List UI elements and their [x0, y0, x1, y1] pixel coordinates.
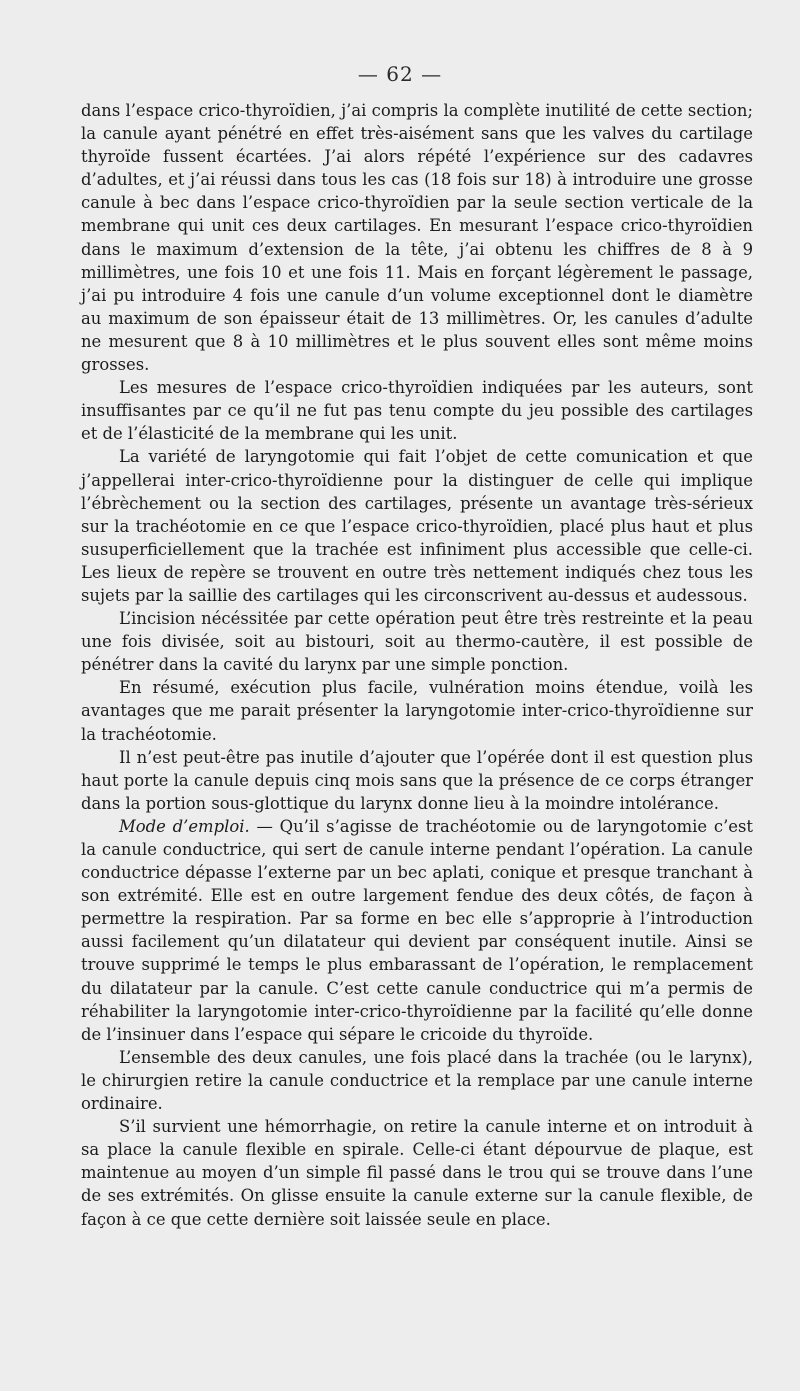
paragraph-7 — [81, 815, 753, 1046]
paragraph-5: En résumé, exécution plus facile, vulnération moins étendue, voilà les avantages que me parait présenter la laryngotomie inter-crico-thyroïdienne sur la trachéotomie. — [81, 678, 753, 744]
paragraph-2: Les mesures de l’espace crico-thyroïdien indiquées par les auteurs, sont insuffisantes par ce qu’il ne fut pas tenu compte du jeu possible des cartilages et de l’élasticité de la membrane qui les unit. — [81, 378, 753, 444]
page-body — [81, 99, 753, 1231]
section-label-mode-emploi: Mode d’emploi. — [119, 816, 250, 836]
paragraph-4: L’incision nécéssitée par cette opération peut être très restreinte et la peau une fois divisée, soit au bistouri, soit au thermo-cautère, il est possible de pénétrer dans la cavité du larynx par une simple ponction. — [81, 609, 753, 675]
paragraph-7-text: — Qu’il s’agisse de trachéotomie ou de laryngotomie c’est la canule conductrice, qui sert de canule interne pendant l’opération. La canule conductrice dépasse l’externe par un bec aplati, conique et presque tranchant à son extrémité. Elle est en outre largement fendue des deux côtés, de façon à permettre la respiration. Par sa forme en bec elle s’approprie à l’introduction aussi facilement qu’un dilatateur qui devient par conséquent inutile. Ainsi se trouve supprimé le temps le plus embarassant de l’opération, le remplacement du dilatateur par la canule. C’est cette canule conductrice qui m’a permis de réhabiliter la laryngotomie inter-crico-thyroïdienne par la facilité qu’elle donne de l’insinuer dans l’espace qui sépare le cricoide du thyroïde. — [81, 816, 753, 1044]
paragraph-1: dans l’espace crico-thyroïdien, j’ai compris la complète inutilité de cette section; la canule ayant pénétré en effet très-aisément sans que les valves du cartilage thyroïde fussent écartées. J’ai alors répété l’expérience sur des cadavres d’adultes, et j’ai réussi dans tous les cas (18 fois sur 18) à introduire une grosse canule à bec dans l’espace crico-thyroïdien par la seule section verticale de la membrane qui unit ces deux cartilages. En mesurant l’espace crico-thyroïdien dans le maximum d’extension de la tête, j’ai obtenu les chiffres de 8 à 9 millimètres, une fois 10 et une fois 11. Mais en forçant légèrement le passage, j’ai pu introduire 4 fois une canule d’un volume exceptionnel dont le diamètre au maximum de son épaisseur était de 13 millimètres. Or, les canules d’adulte ne mesurent que 8 à 10 millimètres et le plus souvent elles sont même moins grosses. — [81, 101, 753, 375]
paragraph-6: Il n’est peut-être pas inutile d’ajouter que l’opérée dont il est question plus haut porte la canule depuis cinq mois sans que la présence de ce corps étranger dans la portion sous-glottique du larynx donne lieu à la moindre intolérance. — [81, 747, 753, 813]
paragraph-9: S’il survient une hémorrhagie, on retire la canule interne et on introduit à sa place la canule flexible en spirale. Celle-ci étant dépourvue de plaque, est maintenue au moyen d’un simple fil passé dans le trou qui se trouve dans l’une de ses extrémités. On glisse ensuite la canule externe sur la canule flexible, de façon à ce que cette dernière soit laissée seule en place. — [81, 1117, 753, 1229]
paragraph-8: L’ensemble des deux canules, une fois placé dans la trachée (ou le larynx), le chirurgien retire la canule conductrice et la remplace par une canule interne ordinaire. — [81, 1047, 753, 1114]
paragraph-3: La variété de laryngotomie qui fait l’objet de cette comunication et que j’appellerai inter-crico-thyroïdienne pour la distinguer de celle qui implique l’ébrèchement ou la section des cartilages, présente un avantage très-sérieux sur la trachéotomie en ce que l’espace crico-thyroïdien, placé plus haut et plus susuperficiellement que la trachée est infiniment plus accessible que celle-ci. Les lieux de repère se trouvent en outre très nettement indiqués chez tous les sujets par la saillie des cartilages qui les circonscrivent au-dessus et audessous. — [81, 447, 753, 605]
page-number: — 62 — — [357, 62, 443, 86]
